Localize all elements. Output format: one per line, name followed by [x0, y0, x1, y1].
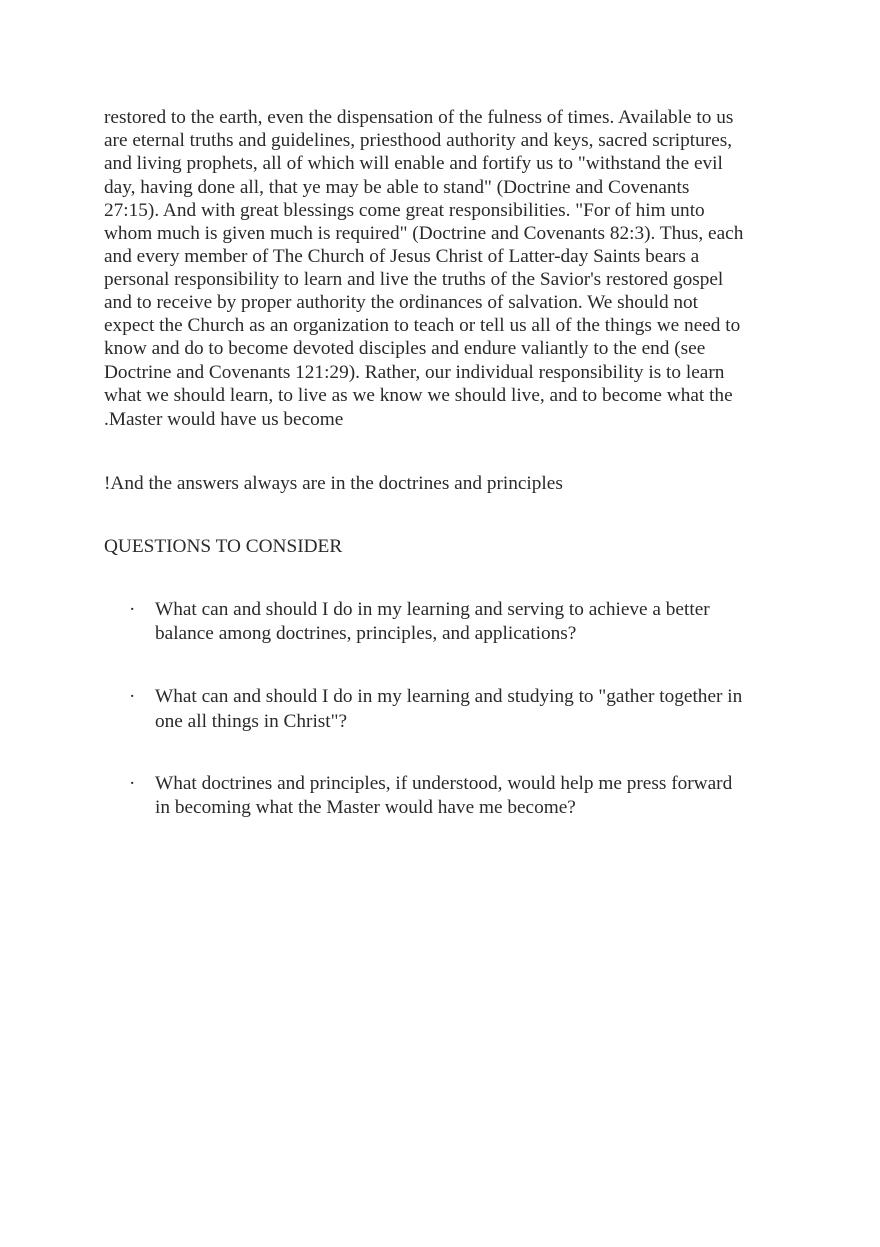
paragraph-line: are eternal truths and guidelines, priesthood authority and keys, sacred scriptures,	[104, 130, 733, 151]
paragraph-line: expect the Church as an organization to teach or tell us all of the things we need to	[104, 315, 741, 336]
paragraph-line: what we should learn, to live as we know we should live, and to become what the	[104, 385, 733, 406]
bullet-icon: ·	[129, 773, 136, 794]
question-line: in becoming what the Master would have me become?	[155, 797, 576, 818]
questions-heading: QUESTIONS TO CONSIDER	[104, 536, 343, 557]
question-line: one all things in Christ"?	[155, 711, 348, 732]
bullet-icon: ·	[129, 599, 136, 620]
question-line: What can and should I do in my learning and studying to "gather together in	[155, 686, 743, 707]
closing-line: !And the answers always are in the doctrines and principles	[104, 473, 563, 494]
question-line: What doctrines and principles, if understood, would help me press forward	[155, 773, 733, 794]
paragraph-line: 27:15). And with great blessings come great responsibilities. "For of him unto	[104, 200, 705, 221]
paragraph-line: and to receive by proper authority the ordinances of salvation. We should not	[104, 292, 699, 313]
paragraph-line: know and do to become devoted disciples and endure valiantly to the end (see	[104, 338, 706, 359]
paragraph-line: restored to the earth, even the dispensation of the fulness of times. Available to us	[104, 107, 734, 128]
paragraph-line: and every member of The Church of Jesus Christ of Latter-day Saints bears a	[104, 246, 700, 267]
paragraph-line: .Master would have us become	[104, 409, 344, 430]
paragraph-line: and living prophets, all of which will enable and fortify us to "withstand the evil	[104, 153, 723, 174]
bullet-icon: ·	[129, 686, 136, 707]
paragraph-line: personal responsibility to learn and live the truths of the Savior's restored gospel	[104, 269, 724, 290]
paragraph-line: day, having done all, that ye may be able to stand" (Doctrine and Covenants	[104, 177, 690, 198]
question-line: What can and should I do in my learning and serving to achieve a better	[155, 599, 710, 620]
paragraph-line: Doctrine and Covenants 121:29). Rather, our individual responsibility is to learn	[104, 362, 725, 383]
question-line: balance among doctrines, principles, and applications?	[155, 623, 577, 644]
paragraph-line: whom much is given much is required" (Doctrine and Covenants 82:3). Thus, each	[104, 223, 744, 244]
